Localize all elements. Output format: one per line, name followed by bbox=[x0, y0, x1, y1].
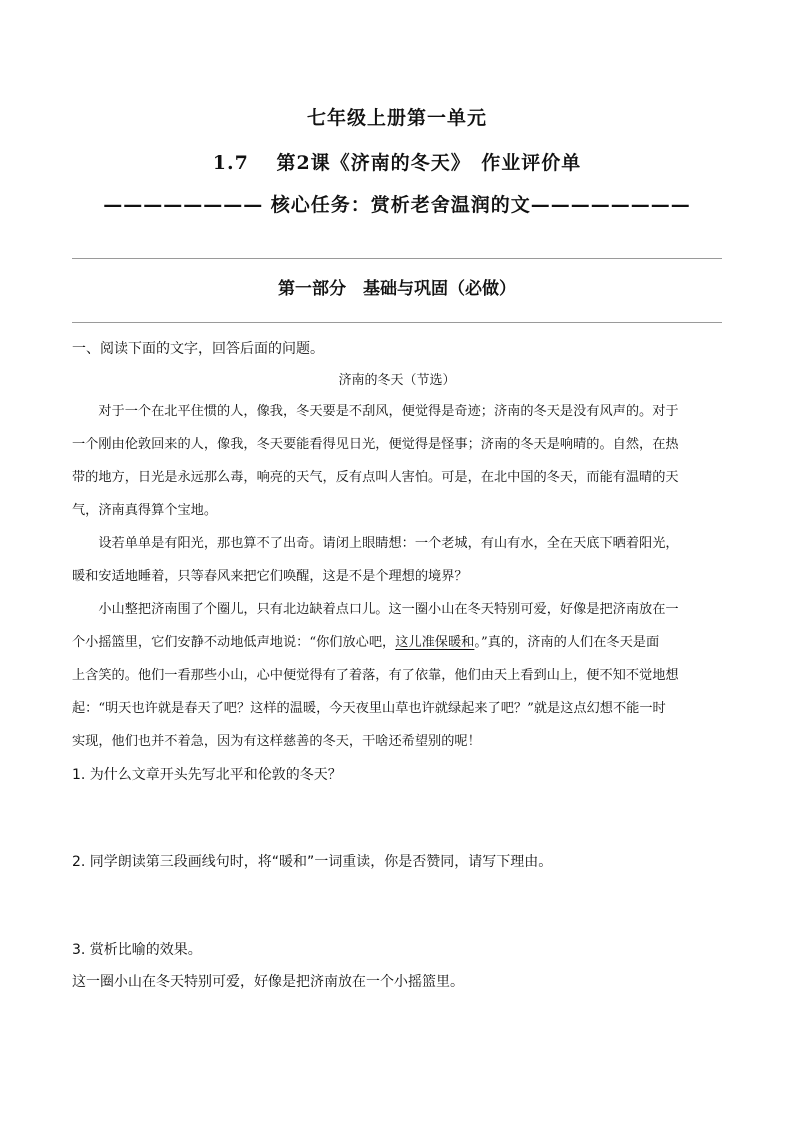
passage-line: 气，济南真得算个宝地。 bbox=[72, 503, 218, 518]
passage-text: 。”真的，济南的人们在冬天是面 bbox=[474, 635, 660, 650]
question-intro: 一、阅读下面的文字，回答后面的问题。 bbox=[72, 341, 324, 357]
section-divider-bottom bbox=[72, 322, 722, 323]
question-2: 2. 同学朗读第三段画线句时，将“暖和”一词重读，你是否赞同，请写下理由。 bbox=[72, 854, 553, 870]
passage-line: 实现，他们也并不着急，因为有这样慈善的冬天，干啥还希望别的呢！ bbox=[72, 734, 481, 749]
core-task-banner: ———————— 核心任务：赏析老舍温润的文———————— bbox=[103, 194, 691, 216]
question-1: 1. 为什么文章开头先写北平和伦敦的冬天？ bbox=[72, 767, 342, 783]
section-title: 第一部分 基础与巩固（必做） bbox=[278, 279, 516, 299]
passage-line: 一个刚由伦敦回来的人，像我，冬天要能看得见日光，便觉得是怪事；济南的冬天是响晴的。自然，在热 bbox=[72, 437, 679, 452]
question-3-sentence: 这一圈小山在冬天特别可爱，好像是把济南放在一个小摇篮里。 bbox=[72, 974, 464, 990]
passage-line: 对于一个在北平住惯的人，像我，冬天要是不刮风，便觉得是奇迹；济南的冬天是没有风声的。对于 bbox=[72, 404, 679, 419]
document-title: 七年级上册第一单元 bbox=[306, 107, 487, 129]
passage-line: 起：“明天也许就是春天了吧？这样的温暖，今天夜里山草也许就绿起来了吧？”就是这点幻想不能一时 bbox=[72, 701, 666, 716]
lesson-title: 1.7 第2课《济南的冬天》 作业评价单 bbox=[212, 152, 582, 174]
passage-line: 上含笑的。他们一看那些小山，心中便觉得有了着落，有了依靠，他们由天上看到山上，便不知不觉地想 bbox=[72, 668, 679, 683]
passage-line: 设若单单是有阳光，那也算不了出奇。请闭上眼睛想：一个老城，有山有水，全在天底下晒着阳光， bbox=[72, 536, 679, 551]
passage-title: 济南的冬天（节选） bbox=[338, 373, 456, 388]
passage-line: 暖和安适地睡着，只等春风来把它们唤醒，这是不是个理想的境界？ bbox=[72, 569, 468, 584]
passage-line: 小山整把济南围了个圈儿，只有北边缺着点口儿。这一圈小山在冬天特别可爱，好像是把济南放在一 bbox=[72, 602, 679, 617]
passage-line: 带的地方，日光是永远那么毒，响亮的天气，反有点叫人害怕。可是，在北中国的冬天，而能有温晴的天 bbox=[72, 470, 679, 485]
section-divider-top bbox=[72, 258, 722, 259]
passage-text: 个小摇篮里，它们安静不动地低声地说：“你们放心吧， bbox=[72, 635, 396, 650]
underlined-sentence: 这儿准保暖和 bbox=[395, 635, 475, 650]
passage-line-underlined bbox=[72, 631, 722, 650]
question-3: 3. 赏析比喻的效果。 bbox=[72, 942, 202, 958]
